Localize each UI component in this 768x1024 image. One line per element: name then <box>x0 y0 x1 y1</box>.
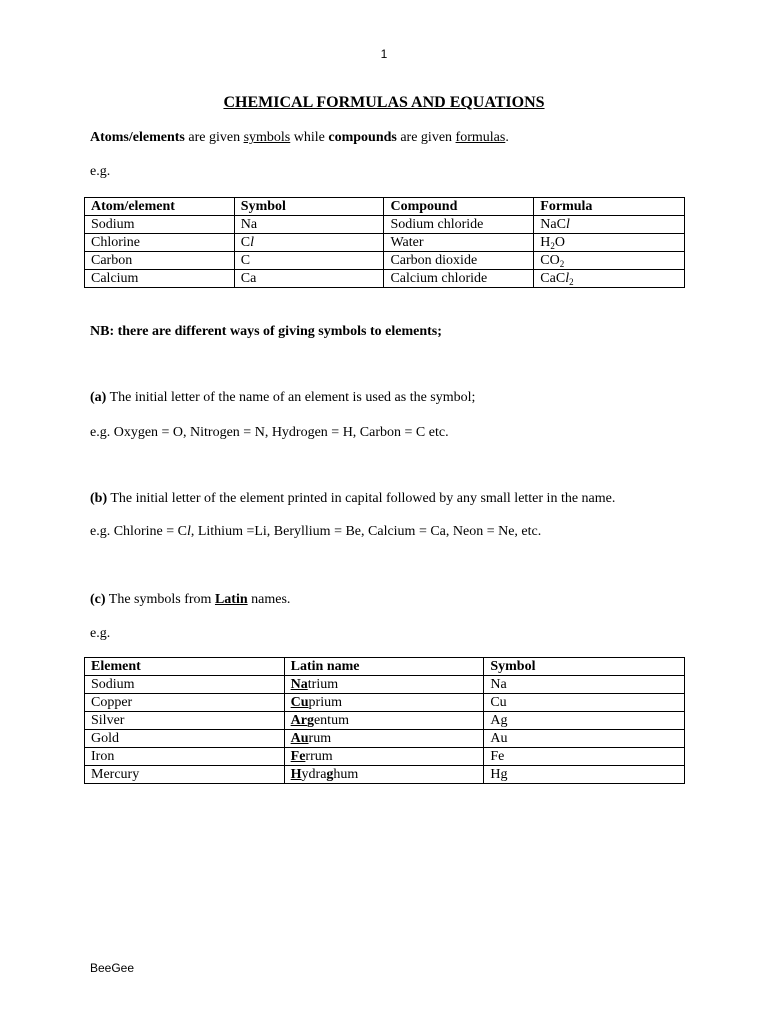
cell-element: Silver <box>85 712 285 730</box>
section-b-text: The initial letter of the element printed in capital followed by any small letter in the name. <box>107 491 616 506</box>
column-header: Atom/element <box>85 198 235 216</box>
cell-latin-name <box>284 748 484 766</box>
cell-compound: Sodium chloride <box>384 216 534 234</box>
intro-formulas: formulas <box>455 130 506 145</box>
cell-element: Chlorine <box>85 234 235 252</box>
cell-symbol: Ag <box>484 712 685 730</box>
footer-author: BeeGee <box>90 961 135 975</box>
cell-element: Carbon <box>85 252 235 270</box>
cell-compound: Calcium chloride <box>384 270 534 288</box>
column-header: Symbol <box>484 658 685 676</box>
cell-formula <box>534 252 685 270</box>
cell-latin-name <box>284 730 484 748</box>
cell-element: Sodium <box>85 676 285 694</box>
formula-part: l <box>565 217 570 232</box>
formula-part: O <box>554 235 566 250</box>
symbols-formulas-table <box>84 197 685 288</box>
column-header: Symbol <box>234 198 384 216</box>
table-row <box>85 676 685 694</box>
cell-element: Gold <box>85 730 285 748</box>
latin-highlight: g <box>326 767 334 782</box>
table-row <box>85 252 685 270</box>
intro-bold-atoms: Atoms/elements <box>90 130 185 145</box>
table-row <box>85 730 685 748</box>
latin-part: ydra <box>301 767 327 782</box>
intro-text: while <box>290 130 329 145</box>
column-header: Latin name <box>284 658 484 676</box>
latin-highlight: Au <box>290 731 309 746</box>
intro-paragraph <box>90 130 509 146</box>
section-a-label: (a) <box>90 390 107 405</box>
section-a-text: The initial letter of the name of an element is used as the symbol; <box>106 390 476 405</box>
section-b-label: (b) <box>90 491 108 506</box>
page-number: 1 <box>380 47 388 61</box>
eg-label: e.g. <box>90 164 111 179</box>
formula-subscript: 2 <box>550 241 555 251</box>
formula-subscript: 2 <box>569 277 574 287</box>
latin-part: trium <box>307 677 339 692</box>
cell-element: Calcium <box>85 270 235 288</box>
formula-part: NaC <box>540 217 566 232</box>
table-row <box>85 712 685 730</box>
page-title: CHEMICAL FORMULAS AND EQUATIONS <box>223 94 545 111</box>
cell-symbol: Na <box>234 216 384 234</box>
section-c-heading <box>90 592 290 608</box>
latin-highlight: Cu <box>290 695 309 710</box>
section-b-example <box>90 524 541 540</box>
column-header: Formula <box>534 198 685 216</box>
table-row <box>85 694 685 712</box>
cell-symbol: C <box>234 252 384 270</box>
latin-highlight: Fe <box>290 749 306 764</box>
table-row <box>85 234 685 252</box>
nb-note: NB: there are different ways of giving symbols to elements; <box>90 324 442 339</box>
cell-element: Sodium <box>85 216 235 234</box>
example-part: l <box>186 524 191 539</box>
intro-text: are given <box>184 130 244 145</box>
formula-part: CO <box>540 253 560 268</box>
cell-latin-name <box>284 694 484 712</box>
latin-part: rum <box>308 731 332 746</box>
cell-symbol: Hg <box>484 766 685 784</box>
latin-highlight: Ar <box>290 713 307 728</box>
section-c-text: names. <box>247 592 291 607</box>
formula-part: l <box>565 271 570 286</box>
cell-symbol: Au <box>484 730 685 748</box>
cell-latin-name <box>284 676 484 694</box>
cell-symbol: Cu <box>484 694 685 712</box>
intro-symbols: symbols <box>243 130 291 145</box>
latin-highlight: Na <box>290 677 308 692</box>
formula-part: CaC <box>540 271 566 286</box>
section-b-heading <box>90 491 615 507</box>
intro-text: are given <box>396 130 456 145</box>
table-header-row <box>85 198 685 216</box>
cell-symbol: Na <box>484 676 685 694</box>
cell-formula <box>534 216 685 234</box>
cell-element: Iron <box>85 748 285 766</box>
latin-part: entum <box>313 713 349 728</box>
cell-latin-name <box>284 766 484 784</box>
cell-element: Copper <box>85 694 285 712</box>
cell-formula <box>534 270 685 288</box>
latin-part: hum <box>333 767 359 782</box>
table-row <box>85 766 685 784</box>
formula-part: H <box>540 235 551 250</box>
table-header-row <box>85 658 685 676</box>
table-row <box>85 216 685 234</box>
section-c-text: The symbols from <box>105 592 215 607</box>
latin-part: prium <box>308 695 342 710</box>
intro-text: . <box>505 130 509 145</box>
cell-symbol: Fe <box>484 748 685 766</box>
latin-highlight: g <box>306 713 314 728</box>
intro-bold-compounds: compounds <box>328 130 397 145</box>
example-part: e.g. Chlorine = C <box>90 524 187 539</box>
symbol-part: C <box>240 235 251 250</box>
cell-latin-name <box>284 712 484 730</box>
cell-symbol <box>234 234 384 252</box>
column-header: Element <box>85 658 285 676</box>
symbol-part: l <box>250 235 255 250</box>
cell-formula <box>534 234 685 252</box>
latin-highlight: H <box>290 767 302 782</box>
latin-part: rrum <box>305 749 333 764</box>
section-a-example: e.g. Oxygen = O, Nitrogen = N, Hydrogen = H, Carbon = C etc. <box>90 425 449 440</box>
cell-symbol: Ca <box>234 270 384 288</box>
formula-subscript: 2 <box>559 259 565 269</box>
cell-compound: Carbon dioxide <box>384 252 534 270</box>
example-part: , Lithium =Li, Beryllium = Be, Calcium = Ca, Neon = Ne, etc. <box>190 524 542 539</box>
section-a-heading <box>90 390 475 406</box>
section-c-label: (c) <box>90 592 106 607</box>
latin-names-table <box>84 657 685 784</box>
cell-compound: Water <box>384 234 534 252</box>
eg-label: e.g. <box>90 626 111 641</box>
column-header: Compound <box>384 198 534 216</box>
table-row <box>85 270 685 288</box>
table-row <box>85 748 685 766</box>
cell-element: Mercury <box>85 766 285 784</box>
section-c-latin: Latin <box>214 592 248 607</box>
